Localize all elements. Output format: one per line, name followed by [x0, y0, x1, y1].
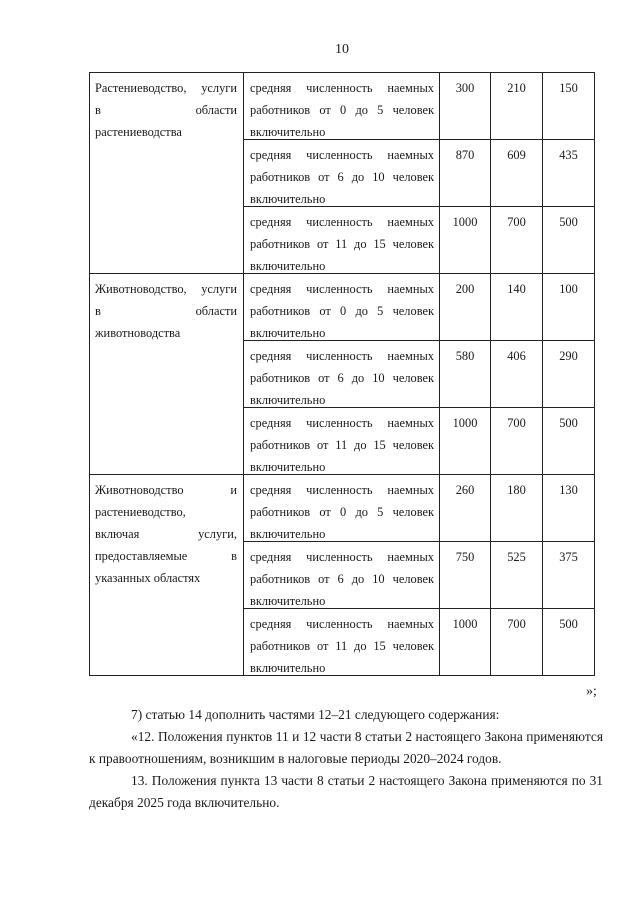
description-line: работников от 6 до 10 человек [250, 371, 434, 385]
description-line: средняя численность наемных [250, 617, 434, 631]
value-cell-v2 [491, 408, 543, 475]
value-text: 525 [507, 550, 526, 564]
paragraph-part-12 [89, 726, 603, 770]
value-text: 100 [559, 282, 578, 296]
description-cell [244, 542, 440, 609]
value-text: 375 [559, 550, 578, 564]
description-line: работников от 0 до 5 человек [250, 505, 434, 519]
value-text: 140 [507, 282, 526, 296]
value-cell-v3 [543, 207, 595, 274]
activity-line: растениеводство, [95, 505, 186, 519]
paragraph-item-7 [89, 704, 603, 726]
value-text: 200 [455, 282, 475, 296]
activity-line: в области [95, 103, 237, 117]
description-line: работников от 11 до 15 человек [250, 639, 434, 653]
value-cell-v2 [491, 341, 543, 408]
description-line: работников от 11 до 15 человек [250, 237, 434, 251]
value-cell-v2 [491, 274, 543, 341]
activity-line: растениеводства [95, 125, 182, 139]
value-text: 750 [455, 550, 475, 564]
paragraph-item-7-text: 7) статью 14 дополнить частями 12–21 следующего содержания: [131, 707, 500, 722]
description-line: работников от 0 до 5 человек [250, 304, 434, 318]
activity-line: включая услуги, [95, 527, 237, 541]
value-text: 700 [507, 215, 526, 229]
description-line: включительно [250, 326, 326, 340]
description-line: средняя численность наемных [250, 416, 434, 430]
activity-line: предоставляемые в [95, 549, 237, 563]
value-cell-v3 [543, 73, 595, 140]
value-cell-v1 [440, 207, 491, 274]
value-text: 1000 [452, 617, 478, 631]
activity-line: животноводства [95, 326, 181, 340]
value-text: 290 [559, 349, 578, 363]
description-cell [244, 408, 440, 475]
description-line: включительно [250, 527, 326, 541]
value-cell-v1 [440, 341, 491, 408]
description-cell [244, 609, 440, 676]
value-text: 700 [507, 416, 526, 430]
description-cell [244, 73, 440, 140]
description-line: включительно [250, 125, 326, 139]
description-line: включительно [250, 259, 326, 273]
description-cell [244, 207, 440, 274]
description-cell [244, 341, 440, 408]
value-text: 150 [559, 81, 578, 95]
table-row [90, 475, 595, 542]
value-cell-v2 [491, 475, 543, 542]
value-cell-v1 [440, 408, 491, 475]
value-cell-v2 [491, 140, 543, 207]
value-cell-v1 [440, 475, 491, 542]
description-line: включительно [250, 661, 326, 675]
description-line: включительно [250, 594, 326, 608]
paragraph-part-13-text: 13. Положения пункта 13 части 8 статьи 2 настоящего Закона применяются по 31 декабря 2025 года включительно. [89, 773, 603, 810]
value-text: 1000 [452, 215, 478, 229]
tax-table-body [90, 73, 595, 676]
description-cell [244, 475, 440, 542]
value-text: 609 [507, 148, 526, 162]
value-cell-v2 [491, 207, 543, 274]
value-cell-v1 [440, 542, 491, 609]
description-line: работников от 6 до 10 человек [250, 170, 434, 184]
description-line: включительно [250, 192, 326, 206]
value-text: 500 [559, 617, 578, 631]
description-line: работников от 0 до 5 человек [250, 103, 434, 117]
description-line: средняя численность наемных [250, 148, 434, 162]
value-text: 435 [559, 148, 578, 162]
paragraph-part-13 [89, 770, 603, 814]
value-text: 260 [455, 483, 475, 497]
value-cell-v1 [440, 609, 491, 676]
description-line: работников от 11 до 15 человек [250, 438, 434, 452]
description-line: работников от 6 до 10 человек [250, 572, 434, 586]
value-text: 700 [507, 617, 526, 631]
value-text: 870 [455, 148, 475, 162]
description-line: средняя численность наемных [250, 215, 434, 229]
value-text: 180 [507, 483, 526, 497]
table-row [90, 73, 595, 140]
page-number: 10 [335, 42, 349, 57]
activity-line: Растениеводство, услуги [95, 81, 237, 95]
value-cell-v1 [440, 73, 491, 140]
description-line: средняя численность наемных [250, 550, 434, 564]
value-text: 580 [455, 349, 475, 363]
value-text: 500 [559, 215, 578, 229]
value-text: 406 [507, 349, 526, 363]
description-line: средняя численность наемных [250, 349, 434, 363]
value-cell-v2 [491, 609, 543, 676]
table-row [90, 274, 595, 341]
value-cell-v3 [543, 408, 595, 475]
value-text: 300 [455, 81, 475, 95]
quote-end: »; [586, 684, 597, 699]
activity-cell [90, 475, 244, 676]
value-text: 500 [559, 416, 578, 430]
value-cell-v1 [440, 274, 491, 341]
description-cell [244, 274, 440, 341]
value-text: 210 [507, 81, 526, 95]
value-text: 1000 [452, 416, 478, 430]
value-cell-v3 [543, 542, 595, 609]
activity-line: в области [95, 304, 237, 318]
value-cell-v2 [491, 73, 543, 140]
activity-line: Животноводство и [95, 483, 237, 497]
paragraph-part-12-text: «12. Положения пунктов 11 и 12 части 8 статьи 2 настоящего Закона применяются к правоотношениям, возникшим в налоговые периоды 2020–2024 годов. [89, 729, 603, 766]
activity-cell [90, 274, 244, 475]
tax-table [89, 72, 595, 676]
value-cell-v3 [543, 609, 595, 676]
value-text: 130 [559, 483, 578, 497]
description-line: включительно [250, 460, 326, 474]
value-cell-v2 [491, 542, 543, 609]
description-line: средняя численность наемных [250, 282, 434, 296]
activity-cell [90, 73, 244, 274]
activity-line: указанных областях [95, 571, 201, 585]
value-cell-v1 [440, 140, 491, 207]
value-cell-v3 [543, 274, 595, 341]
activity-line: Животноводство, услуги [95, 282, 237, 296]
value-cell-v3 [543, 475, 595, 542]
description-line: средняя численность наемных [250, 483, 434, 497]
description-line: включительно [250, 393, 326, 407]
description-line: средняя численность наемных [250, 81, 434, 95]
value-cell-v3 [543, 341, 595, 408]
description-cell [244, 140, 440, 207]
value-cell-v3 [543, 140, 595, 207]
